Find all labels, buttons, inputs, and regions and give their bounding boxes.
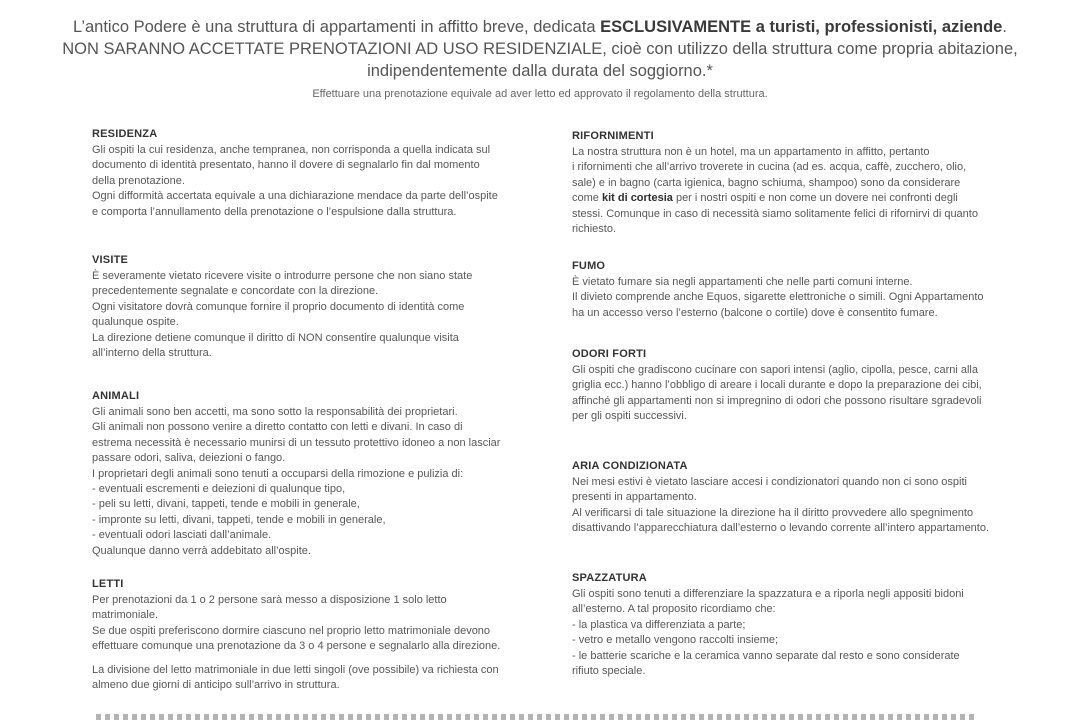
acceptance-note: Effettuare una prenotazione equivale ad aver letto ed approvato il regolamento della struttura.: [312, 88, 768, 100]
section-title: ARIA CONDIZIONATA: [572, 460, 688, 472]
section-spazzatura: [572, 572, 1002, 679]
section-title: VISITE: [92, 254, 129, 266]
courtesy-kit-emphasis: kit di cortesia: [601, 192, 673, 205]
section-rifornimenti: [572, 130, 1002, 237]
section-title: ODORI FORTI: [572, 348, 647, 360]
section-body-extra: La divisione del letto matrimoniale in due letti singoli (ove possibile) va richiesta con almeno due giorni di anticipo sull’arrivo in struttura.: [92, 663, 499, 692]
section-title: ANIMALI: [92, 390, 140, 402]
cut-off-text-line: [96, 714, 976, 720]
section-letti: [92, 578, 512, 693]
intro-text: [60, 16, 1020, 82]
section-body: Per prenotazioni da 1 o 2 persone sarà messo a disposizione 1 solo letto matrimoniale. Se due ospiti preferiscono dormire ciascuno nel proprio letto matrimoniale devono effettuare comunque una prenotazione da 3 o 4 persone e segnalarlo alla direzione.: [92, 594, 501, 653]
section-body: Gli animali sono ben accetti, ma sono sotto la responsabilità dei proprietari. Gli animali non possono venire a diretto contatto con letti e divani. In caso di estrema necessità è necessario munirsi di un tessuto protettivo idoneo a non lasciar passare odori, saliva, deiezioni o fango. I proprietari degli animali sono tenuti a occuparsi della rimozione e pulizia di: - eventuali escrementi e deiezioni di qualunque tipo, - peli su letti, divani, tappeti, tende e mobili in generale, - impronte su letti, divani, tappeti, tende e mobili in generale, - eventuali odori lasciati dall’animale. Qualunque danno verrà addebitato all’ospite.: [92, 406, 501, 557]
section-body: È vietato fumare sia negli appartamenti che nelle parti comuni interne. Il divieto comprende anche Equos, sigarette elettroniche o simili. Ogni Appartamento ha un accesso verso l’esterno (balcone o cortile) dove è consentito fumare.: [572, 276, 984, 319]
section-title: LETTI: [92, 578, 124, 590]
section-body: È severamente vietato ricevere visite o introdurre persone che non siano state precedentemente segnalate e concordate con la direzione. Ogni visitatore dovrà comunque fornire il proprio documento di identità come qualunque ospite. La direzione detiene comunque il diritto di NON consentire qualunque visita all’interno della struttura.: [92, 270, 473, 360]
section-title: RESIDENZA: [92, 128, 158, 140]
intro-line-3: indipendentemente dalla durata del soggiorno.*: [367, 62, 713, 80]
section-title: RIFORNIMENTI: [572, 130, 654, 142]
section-visite: [92, 254, 512, 361]
section-title: SPAZZATURA: [572, 572, 647, 584]
section-odori-forti: [572, 348, 1002, 425]
intro-line-1: L’antico Podere è una struttura di appartamenti in affitto breve, dedicata ESCLUSIVAMENTE a turisti, professionisti, aziende.: [73, 18, 1007, 36]
section-body: Nei mesi estivi è vietato lasciare accesi i condizionatori quando non ci sono ospiti presenti in appartamento. Al verificarsi di tale situazione la direzione ha il diritto provvedere allo spegnimento disattivando l’apparecchiatura dall’esterno o levando corrente all’intero appartamento.: [572, 476, 990, 535]
section-aria-condizionata: [572, 460, 1002, 537]
intro-emphasis: ESCLUSIVAMENTE a turisti, professionisti, aziende: [600, 18, 1003, 36]
section-body: Gli ospiti la cui residenza, anche tempranea, non corrisponda a quella indicata sul documento di identità presentato, hanno il dovere di segnalarlo fin dal momento della prenotazione. Ogni difformità accertata equivale a una dichiarazione mendace da parte dell’ospite e comporta l’annullamento della prenotazione o l’espulsione dalla struttura.: [92, 144, 498, 218]
section-body: Gli ospiti che gradiscono cucinare con sapori intensi (aglio, cipolla, pesce, carni alla griglia ecc.) hanno l’obbligo di areare i locali durante e dopo la preparazione dei cibi, affinché gli appartamenti non si impregnino di odori che possono risultare sgradevoli per gli ospiti successivi.: [572, 364, 982, 423]
section-residenza: [92, 128, 512, 220]
section-fumo: [572, 260, 1002, 321]
section-title: FUMO: [572, 260, 606, 272]
section-body: La nostra struttura non è un hotel, ma un appartamento in affitto, pertanto i rifornimenti che all’arrivo troverete in cucina (ad es. acqua, caffè, zucchero, olio, sale) e in bagno (carta igienica, bagno schiuma, shampoo) sono da considerare come kit di cortesia per i nostri ospiti e non come un dovere nei confronti degli stessi. Comunque in caso di necessità siamo solitamente felici di rifornirvi di quanto richiesto.: [572, 146, 978, 236]
intro-line-2: NON SARANNO ACCETTATE PRENOTAZIONI AD USO RESIDENZIALE, cioè con utilizzo della struttura come propria abitazione,: [62, 40, 1018, 58]
section-body: Gli ospiti sono tenuti a differenziare la spazzatura e a riporla negli appositi bidoni all’esterno. A tal proposito ricordiamo che: - la plastica va differenziata a parte; - vetro e metallo vengono raccolti insieme; - le batterie scariche e la ceramica vanno separate dal resto e sono considerate rifiuto speciale.: [572, 588, 964, 678]
section-animali: [92, 390, 512, 559]
